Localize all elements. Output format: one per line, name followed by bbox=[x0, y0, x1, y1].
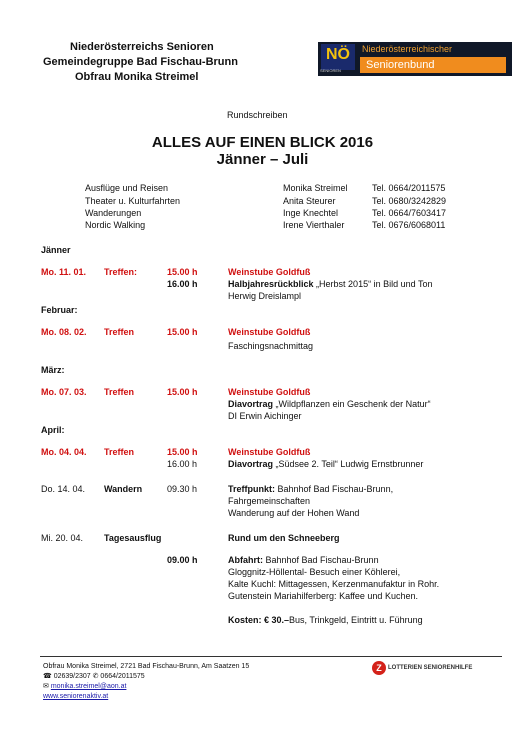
seniorenbund-logo bbox=[318, 42, 512, 76]
month-heading-mar: März: bbox=[41, 365, 65, 375]
event-description bbox=[228, 483, 393, 495]
event-desc-line2: Herwig Dreislampl bbox=[228, 291, 302, 301]
lotterien-mark: Z bbox=[372, 661, 386, 675]
footer-divider bbox=[40, 656, 502, 657]
rundschreiben-label: Rundschreiben bbox=[227, 110, 288, 120]
event-time: 09.00 h bbox=[167, 555, 198, 565]
month-heading-feb: Februar: bbox=[41, 305, 78, 315]
event-label: Treffpunkt: bbox=[228, 484, 275, 494]
event-description bbox=[228, 278, 432, 290]
event-desc-bold: Diavortrag bbox=[228, 459, 274, 469]
event-description bbox=[228, 458, 423, 470]
footer-address: Obfrau Monika Streimel, 2721 Bad Fischau-Brunn, Am Saatzen 15 bbox=[43, 663, 250, 670]
contact-name: Monika Streimel bbox=[283, 183, 348, 193]
event-title: Rund um den Schneeberg bbox=[228, 533, 340, 543]
contact-name: Anita Steurer bbox=[283, 196, 336, 206]
event-line3 bbox=[228, 578, 439, 590]
footer-email bbox=[43, 682, 126, 691]
email-link[interactable]: monika.streimel@aon.at bbox=[50, 683, 127, 690]
event-line4 bbox=[228, 590, 418, 602]
event-type: Tagesausflug bbox=[104, 533, 162, 543]
event-time-2: 16.00 h bbox=[167, 279, 198, 289]
noe-logo-mark: NÖ bbox=[321, 44, 355, 70]
event-time: 15.00 h bbox=[167, 447, 198, 457]
logo-subtext: SENIOREN bbox=[320, 68, 341, 73]
month-heading-jan: Jänner bbox=[41, 245, 71, 255]
event-cost-rest: Bus, Trinkgeld, Eintritt u. Führung bbox=[289, 615, 423, 625]
email-icon: ✉ bbox=[43, 683, 49, 690]
event-type: Treffen bbox=[104, 387, 135, 397]
event-type: Treffen bbox=[104, 327, 135, 337]
contact-tel: Tel. 0680/3242829 bbox=[372, 196, 447, 206]
event-time: 09.30 h bbox=[167, 484, 198, 494]
lotterien-logo bbox=[372, 661, 502, 679]
event-date: Mo. 07. 03. bbox=[41, 387, 87, 397]
contact-name: Irene Vierthaler bbox=[283, 220, 345, 230]
event-desc-line2: DI Erwin Aichinger bbox=[228, 411, 302, 421]
event-line2: Fahrgemeinschaften bbox=[228, 496, 311, 506]
event-line2: Gloggnitz-Höllental- Besuch einer Köhlerei, bbox=[228, 567, 401, 577]
event-desc-bold: Diavortrag bbox=[228, 399, 274, 409]
event-line4-rest: Kaffee und Kuchen. bbox=[336, 591, 418, 601]
event-place: Weinstube Goldfuß bbox=[228, 447, 311, 457]
event-date: Mi. 20. 04. bbox=[41, 533, 84, 543]
chairwoman: Obfrau Monika Streimel bbox=[75, 71, 199, 83]
event-desc-rest: „Herbst 2015“ in Bild und Ton bbox=[313, 279, 433, 289]
event-cost-label: Kosten: € 30.– bbox=[228, 615, 290, 625]
event-line3-rest: Mittagessen, Kerzenmanufaktur in Rohr. bbox=[276, 579, 440, 589]
phone-icon: ☎ bbox=[43, 673, 52, 680]
event-time-2: 16.00 h bbox=[167, 459, 198, 469]
event-date: Mo. 08. 02. bbox=[41, 327, 87, 337]
page-title: ALLES AUF EINEN BLICK 2016 bbox=[151, 134, 374, 151]
event-description: Faschingsnachmittag bbox=[228, 341, 314, 351]
event-type: Treffen: bbox=[104, 267, 138, 277]
contact-topic: Theater u. Kulturfahrten bbox=[85, 196, 181, 206]
group-name: Gemeindegruppe Bad Fischau-Brunn bbox=[43, 56, 238, 68]
website-link[interactable]: www.seniorenaktiv.at bbox=[43, 693, 109, 700]
event-place: Weinstube Goldfuß bbox=[228, 387, 311, 397]
contact-tel: Tel. 0664/2011575 bbox=[372, 183, 446, 193]
contact-tel: Tel. 0664/7603417 bbox=[372, 208, 447, 218]
footer-phone: ☎ 02639/2307 ✆ 0664/2011575 bbox=[43, 673, 145, 680]
contact-topic: Nordic Walking bbox=[85, 220, 146, 230]
lotterien-text: LOTTERIEN SENIORENHILFE bbox=[388, 665, 473, 671]
event-line4-label: Gutenstein Mariahilferberg: bbox=[228, 591, 337, 601]
contact-name: Inge Knechtel bbox=[283, 208, 339, 218]
month-heading-apr: April: bbox=[41, 425, 65, 435]
org-name: Niederösterreichs Senioren bbox=[70, 41, 214, 53]
contact-topic: Wanderungen bbox=[85, 208, 142, 218]
logo-text-1: Niederösterreichischer bbox=[362, 44, 453, 54]
page-subtitle: Jänner – Juli bbox=[216, 151, 309, 168]
event-desc-bold: Halbjahresrückblick bbox=[228, 279, 314, 289]
event-line3: Wanderung auf der Hohen Wand bbox=[228, 508, 360, 518]
event-description bbox=[228, 398, 431, 410]
event-cost bbox=[228, 614, 423, 626]
logo-text-2: Seniorenbund bbox=[360, 57, 506, 73]
event-type: Treffen bbox=[104, 447, 135, 457]
event-place: Bahnhof Bad Fischau-Brunn, bbox=[275, 484, 394, 494]
event-description bbox=[228, 554, 379, 566]
event-time: 15.00 h bbox=[167, 387, 198, 397]
event-type: Wandern bbox=[104, 484, 143, 494]
event-place: Weinstube Goldfuß bbox=[228, 267, 311, 277]
event-date: Mo. 11. 01. bbox=[41, 267, 87, 277]
contact-tel: Tel. 0676/6068011 bbox=[372, 220, 446, 230]
event-time: 15.00 h bbox=[167, 267, 198, 277]
event-place: Weinstube Goldfuß bbox=[228, 327, 311, 337]
event-time: 15.00 h bbox=[167, 327, 198, 337]
event-date: Do. 14. 04. bbox=[41, 484, 86, 494]
contact-topic: Ausflüge und Reisen bbox=[85, 183, 169, 193]
event-desc-rest: „Südsee 2. Teil“ Ludwig Ernstbrunner bbox=[273, 459, 424, 469]
event-date: Mo. 04. 04. bbox=[41, 447, 87, 457]
event-desc-rest: „Wildpflanzen ein Geschenk der Natur“ bbox=[273, 399, 431, 409]
event-label: Abfahrt: bbox=[228, 555, 263, 565]
event-line3-label: Kalte Kuchl: bbox=[228, 579, 277, 589]
event-place: Bahnhof Bad Fischau-Brunn bbox=[263, 555, 379, 565]
